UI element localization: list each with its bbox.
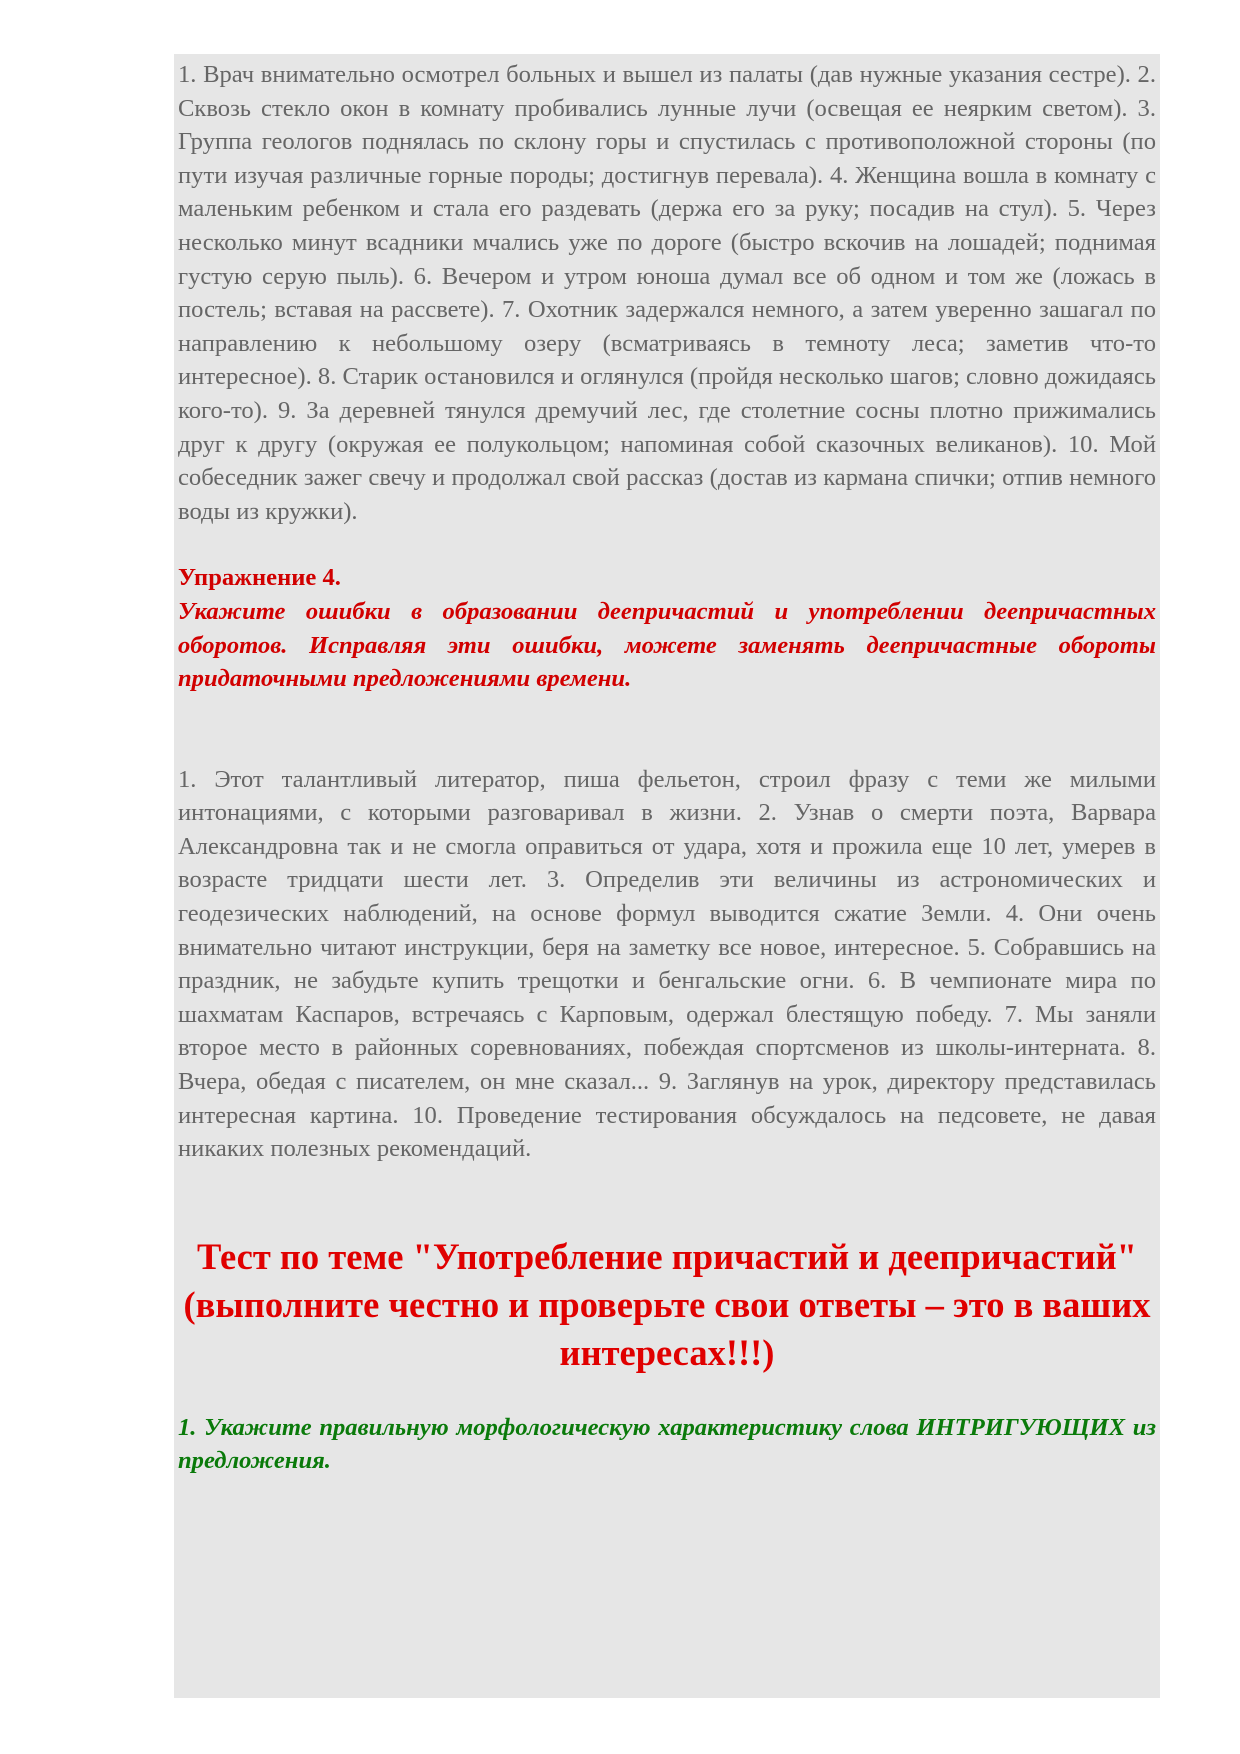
exercise-4-sentences: 1. Этот талантливый литератор, пиша фельетон, строил фразу с теми же милыми интонациями, с которыми разговаривал в жизни. 2. Узнав о смерти поэта, Варвара Александровна так и не смогла оправиться от удара, хотя и прожила еще 10 лет, умерев в возрасте тридцати шести лет. 3. Определив эти величины из астрономических и геодезических наблюдений, на основе формул выводится сжатие Земли. 4. Они очень внимательно читают инструкции, беря на заметку все новое, интересное. 5. Собравшись на праздник, не забудьте купить трещотки и бенгальские огни. 6. В чемпионате мира по шахматам Каспаров, встречаясь с Карповым, одержал блестящую победу. 7. Мы заняли второе место в районных соревнованиях, побеждая спортсменов из школы-интерната. 8. Вчера, обедая с писателем, он мне сказал... 9. Заглянув на урок, директору представилась интересная картина. 10. Проведение тестирования обсуждалось на педсовете, не давая никаких полезных рекомендаций.: [178, 765, 1156, 1163]
test-question-1: 1. Укажите правильную морфологическую характеристику слова ИНТРИГУЮЩИХ из предложения.: [178, 1413, 1156, 1475]
exercise-3-sentences: 1. Врач внимательно осмотрел больных и вышел из палаты (дав нужные указания сестре). 2. Сквозь стекло окон в комнату пробивались лунные лучи (освещая ее неярким светом). 3. Группа геологов поднялась по склону горы и спустилась с противоположной стороны (по пути изучая различные горные породы; достигнув перевала). 4. Женщина вошла в комнату с маленьким ребенком и стала его раздевать (держа его за руку; посадив на стул). 5. Через несколько минут всадники мчались уже по дороге (быстро вскочив на лошадей; поднимая густую серую пыль). 6. Вечером и утром юноша думал все об одном и том же (ложась в постель; вставая на рассвете). 7. Охотник задержался немного, а затем уверенно зашагал по направлению к небольшому озеру (всматриваясь в темноту леса; заметив что-то интересное). 8. Старик остановился и оглянулся (пройдя несколько шагов; словно дожидаясь кого-то). 9. За деревней тянулся дремучий лес, где столетние сосны плотно прижимались друг к другу (окружая ее полукольцом; напоминая собой сказочных великанов). 10. Мой собеседник зажег свечу и продолжал свой рассказ (достав из кармана спички; отпив немного воды из кружки).: [178, 61, 1156, 525]
document-content: [178, 58, 1156, 1478]
section-spacer: [178, 696, 1156, 763]
exercise-4-instruction: Укажите ошибки в образовании деепричастий и употреблении деепричастных оборотов. Исправляя эти ошибки, можете заменять деепричастные обороты придаточными предложениями времени.: [178, 597, 1156, 693]
document-page-block: [174, 54, 1160, 1698]
exercise-4-title: Упражнение 4.: [178, 564, 341, 592]
test-title: Тест по теме "Употребление причастий и деепричастий" (выполните честно и проверьте свои ответы – это в ваших интересах!!!): [183, 1235, 1151, 1373]
